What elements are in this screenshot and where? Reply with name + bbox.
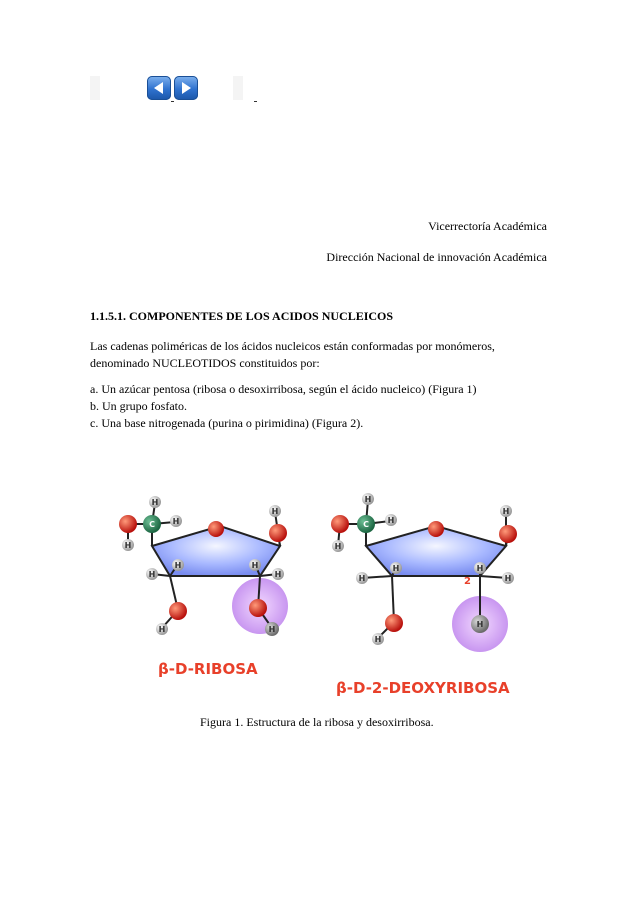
hydrogen-label: H xyxy=(251,561,259,570)
list-item: b. Un grupo fosfato. xyxy=(90,399,187,413)
next-page-button[interactable] xyxy=(174,76,198,100)
carbon-label: C xyxy=(149,520,155,529)
ribose-title: β-D-RIBOSA xyxy=(158,660,258,678)
hydrogen-label: H xyxy=(364,495,372,504)
hydrogen-label: H xyxy=(271,507,279,516)
hydrogen-label: H xyxy=(358,574,366,583)
intro-paragraph xyxy=(90,338,495,372)
prev-page-button[interactable] xyxy=(147,76,171,100)
hydrogen-label: H xyxy=(374,635,382,644)
oxygen-atom xyxy=(331,515,349,533)
hydrogen-label: H xyxy=(174,561,182,570)
header-institution: Vicerrectoría Académica xyxy=(428,219,547,233)
hydrogen-label: H xyxy=(151,498,159,507)
hydrogen-label: H xyxy=(476,564,484,573)
intro-line: Las cadenas poliméricas de los ácidos nucleicos están conformadas por monómeros, xyxy=(90,339,495,353)
carbon-position-number: 2 xyxy=(464,576,471,587)
hydrogen-label: H xyxy=(158,625,166,634)
hydrogen-label: H xyxy=(334,542,342,551)
hydrogen-label: H xyxy=(148,570,156,579)
hydrogen-label: H xyxy=(392,564,400,573)
intro-line: denominado NUCLEOTIDOS constituidos por: xyxy=(90,356,320,370)
hydrogen-label: H xyxy=(274,570,282,579)
hydrogen-label: H xyxy=(124,541,132,550)
oxygen-atom xyxy=(119,515,137,533)
header-department: Dirección Nacional de innovación Académica xyxy=(326,250,547,264)
hydrogen-label: H xyxy=(268,625,276,634)
oxygen-atom xyxy=(269,524,287,542)
ring-oxygen-atom xyxy=(208,521,224,537)
nav-placeholder xyxy=(233,76,243,100)
hydrogen-label: H xyxy=(172,517,180,526)
sugar-structures-figure xyxy=(100,488,540,708)
ribose-structure xyxy=(119,496,288,678)
component-list xyxy=(90,381,477,432)
oxygen-atom xyxy=(385,614,403,632)
carbon-label: C xyxy=(363,520,369,529)
hydrogen-label: H xyxy=(387,516,395,525)
hydrogen-label: H xyxy=(504,574,512,583)
list-item: a. Un azúcar pentosa (ribosa o desoxirribosa, según el ácido nucleico) (Figura 1) xyxy=(90,382,477,396)
deoxyribose-title: β-D-2-DEOXYRIBOSA xyxy=(336,679,510,697)
hydrogen-label: H xyxy=(502,507,510,516)
figure-caption: Figura 1. Estructura de la ribosa y desoxirribosa. xyxy=(200,715,434,729)
oxygen-atom xyxy=(249,599,267,617)
oxygen-atom xyxy=(169,602,187,620)
hydrogen-label: H xyxy=(476,620,484,629)
arrow-right-icon xyxy=(179,81,193,95)
link-underline xyxy=(254,101,257,102)
deoxyribose-structure xyxy=(331,493,517,697)
ring-oxygen-atom xyxy=(428,521,444,537)
arrow-left-icon xyxy=(152,81,166,95)
link-underline xyxy=(171,101,174,102)
section-title: 1.1.5.1. COMPONENTES DE LOS ACIDOS NUCLEICOS xyxy=(90,309,394,323)
oxygen-atom xyxy=(499,525,517,543)
nav-placeholder xyxy=(90,76,100,100)
list-item: c. Una base nitrogenada (purina o pirimidina) (Figura 2). xyxy=(90,416,364,430)
